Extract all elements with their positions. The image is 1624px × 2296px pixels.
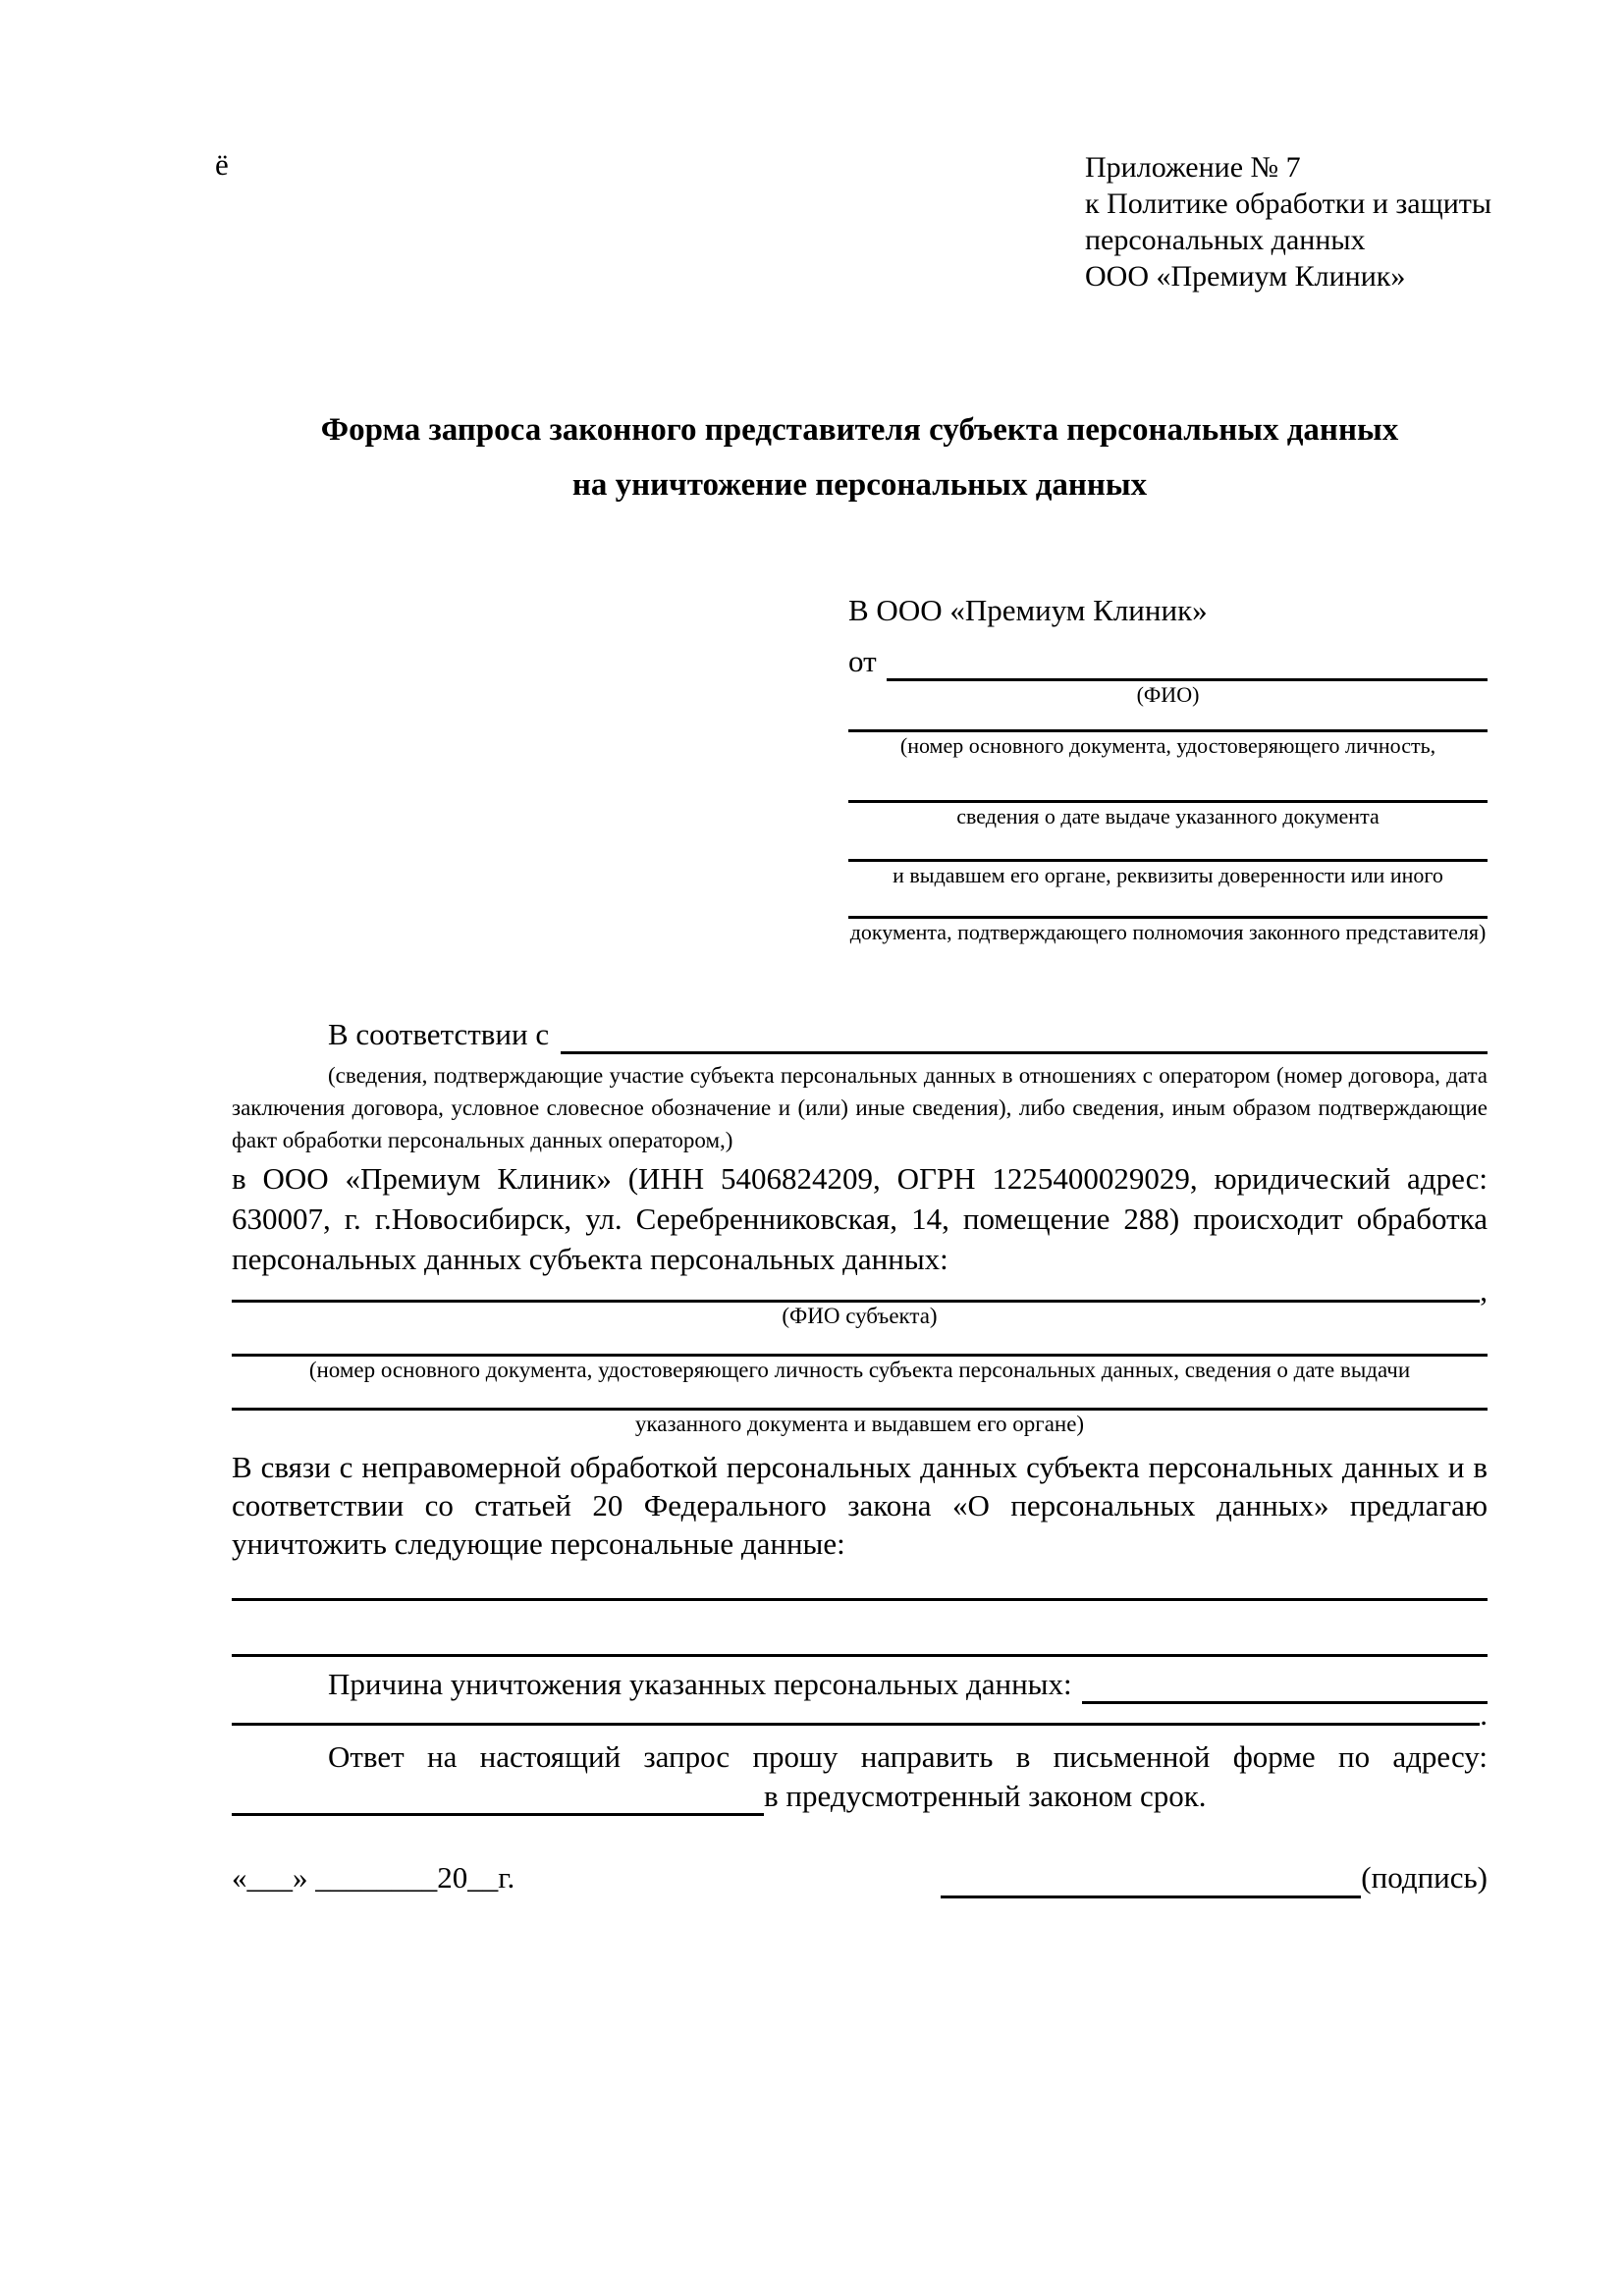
fio-caption: (ФИО) (1136, 682, 1200, 707)
doc-caption-1: (номер основного документа, удостоверяющего личность субъекта персональных данных, сведения о дате выдачи (308, 1358, 1411, 1382)
appendix-line: ООО «Премиум Клиник» (1085, 260, 1406, 293)
fio-subject-caption: (ФИО субъекта) (782, 1304, 938, 1328)
blank-caption: сведения о дате выдаче указанного документа (956, 804, 1380, 828)
appendix-line: персональных данных (1085, 224, 1366, 256)
document-title (232, 402, 1488, 512)
blank-caption: и выдавшем его органе, реквизиты доверенности или иного (893, 863, 1443, 887)
addressee-block (848, 591, 1488, 945)
from-label: от (848, 644, 877, 678)
footer-row (232, 1857, 1488, 1898)
reason-blank-line-2 (232, 1723, 1480, 1726)
fio-subject-field (232, 1273, 1488, 1308)
reason-blank-line (1082, 1701, 1488, 1704)
trailing-period: . (1480, 1697, 1488, 1732)
answer-paragraph: Ответ на настоящий запрос прошу направить в письменной форме по адресу: (328, 1739, 1488, 1774)
according-caption: (сведения, подтверждающие участие субъекта персональных данных в отношениях с оператором (номер договора, дата заключения договора, условное словесное обозначение и (или) иные сведения), либо сведения, иным образом подтверждающие факт обработки персональных данных оператором,) (232, 1063, 1488, 1152)
reason-field (232, 1665, 1488, 1704)
answer-tail-text: в предусмотренный законом срок. (764, 1779, 1207, 1813)
appendix-line: Приложение № 7 (1085, 151, 1301, 184)
signature-blank-line (941, 1896, 1361, 1898)
from-field (848, 642, 1488, 681)
blank-line (232, 1598, 1488, 1601)
address-field (232, 1777, 1488, 1816)
according-label: В соответствии с (328, 1017, 550, 1051)
unlawful-paragraph: В связи с неправомерной обработкой персональных данных субъекта персональных данных и в соответствии со статьей 20 Федерального закона «О персональных данных» предлагаю уничтожить следующие персональные данные: (232, 1450, 1488, 1561)
title-line-1: Форма запроса законного представителя субъекта персональных данных (320, 412, 1399, 448)
blank-caption: документа, подтверждающего полномочия законного представителя) (849, 920, 1487, 944)
appendix-line: к Политике обработки и защиты (1085, 187, 1492, 220)
reason-label: Причина уничтожения указанных персональных данных: (328, 1667, 1072, 1701)
signature-field (941, 1857, 1488, 1898)
address-blank-line (232, 1813, 764, 1816)
stray-character: ё (215, 147, 229, 182)
according-field (232, 1015, 1488, 1054)
addressee-to: В ООО «Премиум Клиник» (848, 593, 1208, 627)
blank-line (232, 1654, 1488, 1657)
doc-caption-2: указанного документа и выдавшем его органе) (634, 1412, 1085, 1436)
date-line: «___» ________20__г. (232, 1860, 515, 1895)
appendix-note (1085, 149, 1491, 294)
blank-caption: (номер основного документа, удостоверяющего личность, (899, 733, 1436, 758)
reason-continuation-field (232, 1697, 1488, 1732)
signature-caption: (подпись) (1361, 1860, 1488, 1895)
according-blank-line (561, 1051, 1488, 1054)
operator-paragraph: в ООО «Премиум Клиник» (ИНН 5406824209, ОГРН 1225400029029, юридический адрес: 630007, г. г.Новосибирск, ул. Серебренниковская, 14, помещение 288) происходит обработка персональных данных субъекта персональных данных: (232, 1161, 1488, 1276)
body-block (232, 1001, 1488, 1816)
title-line-2: на уничтожение персональных данных (571, 467, 1148, 503)
trailing-comma: , (1480, 1273, 1488, 1308)
